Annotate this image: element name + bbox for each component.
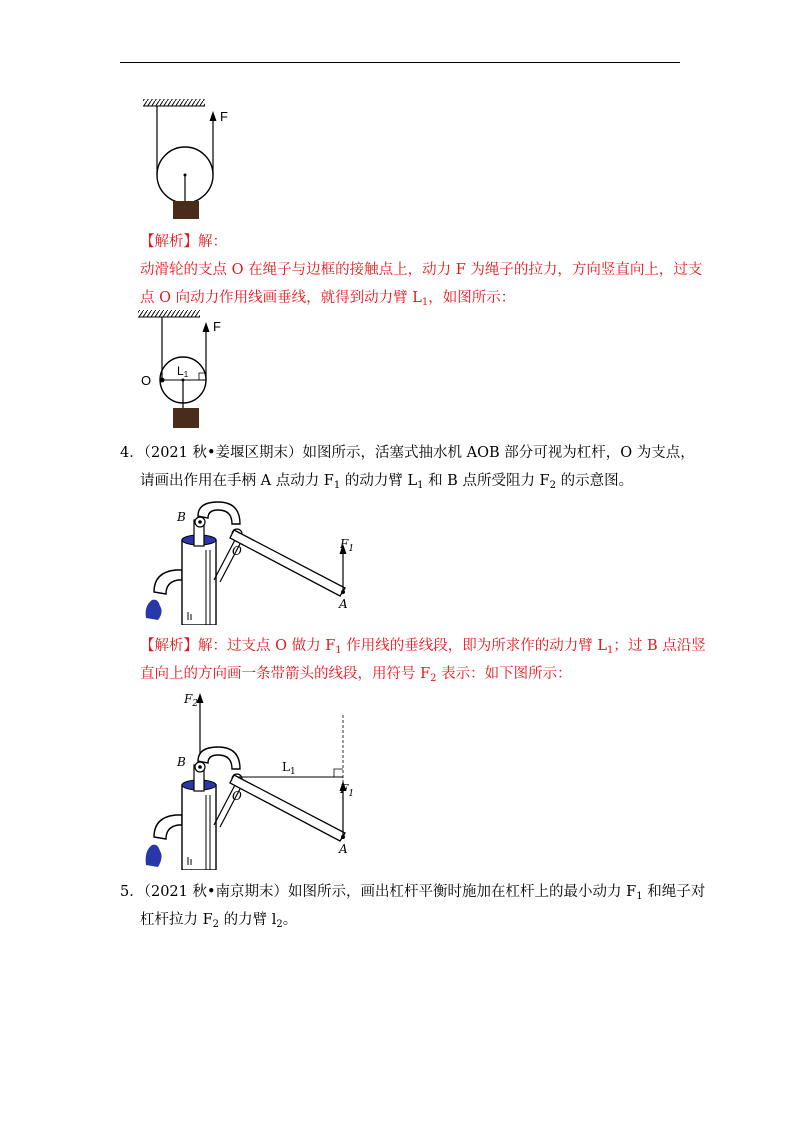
- force-label: F: [220, 109, 228, 124]
- svg-text:L1: L1: [177, 364, 189, 379]
- svg-text:O: O: [232, 544, 242, 558]
- water-splash: [146, 600, 162, 620]
- svg-text:L1: $L_1$: [282, 760, 296, 777]
- svg-text:F2: $F_2$: [184, 692, 199, 709]
- svg-text:F1: $F_1$: [340, 537, 355, 554]
- svg-text:A: A: [339, 842, 348, 856]
- ceiling-hatch: [143, 99, 205, 106]
- weight-block: [173, 201, 199, 219]
- svg-text:B: B: [177, 510, 186, 524]
- question-5: 5．（2021 秋•南京期末）如图所示，画出杠杆平衡时施加在杠杆上的最小动力 $F_1$ 和绳子对 杠杆拉力 $F_2$ 的力臂 $l_2$。: [120, 884, 706, 930]
- pump-figure-3: [140, 500, 370, 625]
- svg-text:F: F: [213, 319, 221, 334]
- analysis-1-line2: 点 O 向动力作用线画垂线，就得到动力臂 $L_1$，如图所示：: [140, 290, 516, 308]
- svg-text:O: O: [141, 373, 152, 388]
- analysis-2: 【解析】解：过支点 O 做力 $F_1$ 作用线的垂线段，即为所求作的动力臂 $L_1$；过 B 点沿竖 直向上的方向画一条带箭头的线段，用符号 $F_2$ 表示：如下图所示：: [140, 638, 706, 684]
- svg-text:O: O: [232, 789, 242, 803]
- pulley-figure-2: [135, 305, 245, 435]
- spout: [154, 570, 182, 594]
- force-arrow: [210, 111, 217, 121]
- svg-text:B: B: [177, 755, 186, 769]
- analysis-tag: 【解析】: [140, 638, 198, 654]
- analysis-1: 【解析】解： 动滑轮的支点 O 在绳子与边框的接触点上，动力 F 为绳子的拉力，方向竖直向上，过支 点 O 向动力作用线画垂线，就得到动力臂 $L_1$，如图所示：: [140, 234, 703, 308]
- lever-handle: [230, 530, 345, 596]
- svg-text:A: A: [339, 597, 348, 611]
- analysis-1-line1: 动滑轮的支点 O 在绳子与边框的接触点上，动力 F 为绳子的拉力，方向竖直向上，过支: [140, 262, 703, 278]
- header-rule: [120, 62, 680, 63]
- question-4: 4．（2021 秋•姜堰区期末）如图所示，活塞式抽水机 AOB 部分可视为杠杆，O 为支点， 请画出作用在手柄 A 点动力 $F_1$ 的动力臂 $L_1$ 和 B 点所受阻力 $F_2$ 的示意图。: [120, 445, 695, 491]
- svg-text:F1: $F_1$: [340, 782, 355, 799]
- pump-figure-4: [140, 685, 370, 870]
- analysis-tag: 【解析】: [140, 234, 198, 250]
- pump-cylinder: [182, 540, 216, 625]
- pulley-figure-1: [135, 95, 245, 225]
